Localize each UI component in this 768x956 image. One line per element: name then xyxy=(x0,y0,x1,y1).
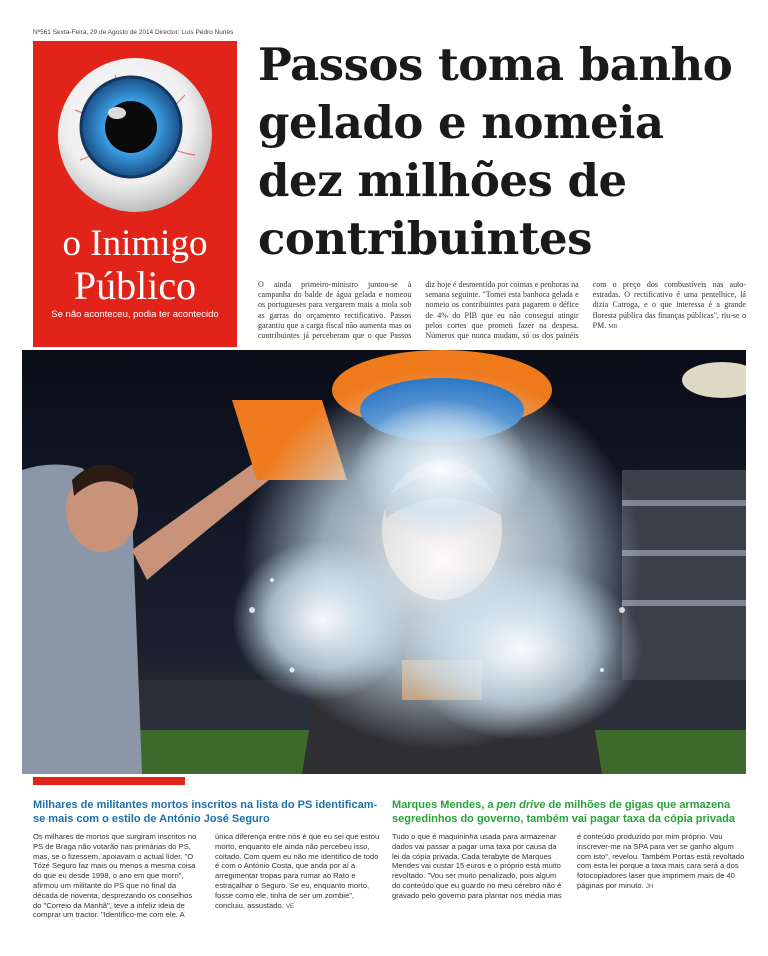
story-right-author: JH xyxy=(645,883,654,890)
story-left-author: VE xyxy=(285,903,294,910)
story-right-title xyxy=(392,798,756,826)
main-lead-text: O ainda primeiro-ministro juntou-se à campanha do balde de água gelada e nomeou os portugueses para vergarem mais a mola sob as garras do orçamento rectificativo. Passos garantiu que a carga fiscal não aumenta mas os contribuintes já perceberam que o que Passos diz hoje é desmentido por coimas e penhoras na semana seguinte. "Tomei esta banhoca gelada e nomeio os contribuintes para pagarem o défice de 4% do PIB que eu não consegui atingir pelos cortes que prometi fazer na despesa. Números que nunca mudam, só os dos painéis com o preço dos combustíveis nas auto-estradas. O rectificativo é uma pentelhice, lá dizia Catroga, e o que interessa é a grande floresta pública das finanças públicas", riu-se o PM. xyxy=(258,280,746,341)
ice-bucket-challenge-photo xyxy=(22,350,746,774)
main-lead-author: MB xyxy=(608,323,618,330)
logo-name-line1: o Inimigo xyxy=(62,223,208,264)
story-left-title: Milhares de militantes mortos inscritos na lista do PS identificam-se mais com o estilo de António José Seguro xyxy=(33,799,378,825)
main-headline: Passos toma banho gelado e nomeia dez milhões de contribuintes xyxy=(258,38,733,265)
story-right-title-em: pen drive xyxy=(496,799,546,811)
main-photo xyxy=(22,350,746,774)
story-left-text: Os milhares de mortos que surgiram inscritos no PS de Braga não votarão nas primárias do PS, mas, se o fizessem, apoiavam o actual líder. "O Tózé Seguro faz mais ou menos a mesma coisa do que eu desde 1998, o ano em que morri", afirmou um militante do PS que no final da década de noventa, desprezando os conselhos do "Correio da Manhã", teve a infeliz ideia de comprar um tractor. "Identifico-me com ele. A única diferença entre nós é que eu sei que estou morto, enquanto ele ainda não percebeu isso, coitado. Com quem eu não me identifico de todo é com o António Costa, que anda por aí a arregimentar tropas para rumar ao Rato e estraçalhar o Seguro. Se eu, enquanto morto, fosse como ele, tinha de ser um zombie", concluiu, assustado. xyxy=(33,832,380,920)
eyeball-icon xyxy=(55,55,215,215)
story-right-title-name: Marques Mendes, a xyxy=(392,799,497,811)
story-right-text: Tudo o que é maquininha usada para armazenar dados vai passar a pagar uma taxa por causa da lei da cópia privada. Cada terabyte de Marques Mendes vai custar 15 euros e o próprio está muito revoltado. "Vou ser muito penalizado, pois algum do conteúdo que eu guardo no meu cérebro não é gravado pelo governo para plantar nos média mas é conteúdo produzido por mim próprio. Vou inscrever-me na SPA para ver se ganho algum com isto", revelou. Também Portas está revoltado com esta lei porque a taxa mais cara será a dos fotocopiadores laser que imprimem mais de 40 páginas por minuto. xyxy=(392,832,745,900)
main-lead xyxy=(258,280,746,346)
accent-bar xyxy=(33,777,185,785)
story-right-title-rest: de milhões de gigas que armazena segredinhos do governo, também vai pagar taxa da cópia privada xyxy=(392,799,735,825)
story-left-body xyxy=(33,832,383,932)
logo-box[interactable] xyxy=(33,41,237,347)
logo-name-line2: Público xyxy=(73,263,197,308)
logo-tagline: Se não aconteceu, podia ter acontecido xyxy=(51,309,219,320)
story-right-body xyxy=(392,832,748,932)
masthead-meta: Nº561 Sexta-Feira, 29 de Agosto de 2014 Director: Luís Pedro Nunes xyxy=(33,29,234,36)
